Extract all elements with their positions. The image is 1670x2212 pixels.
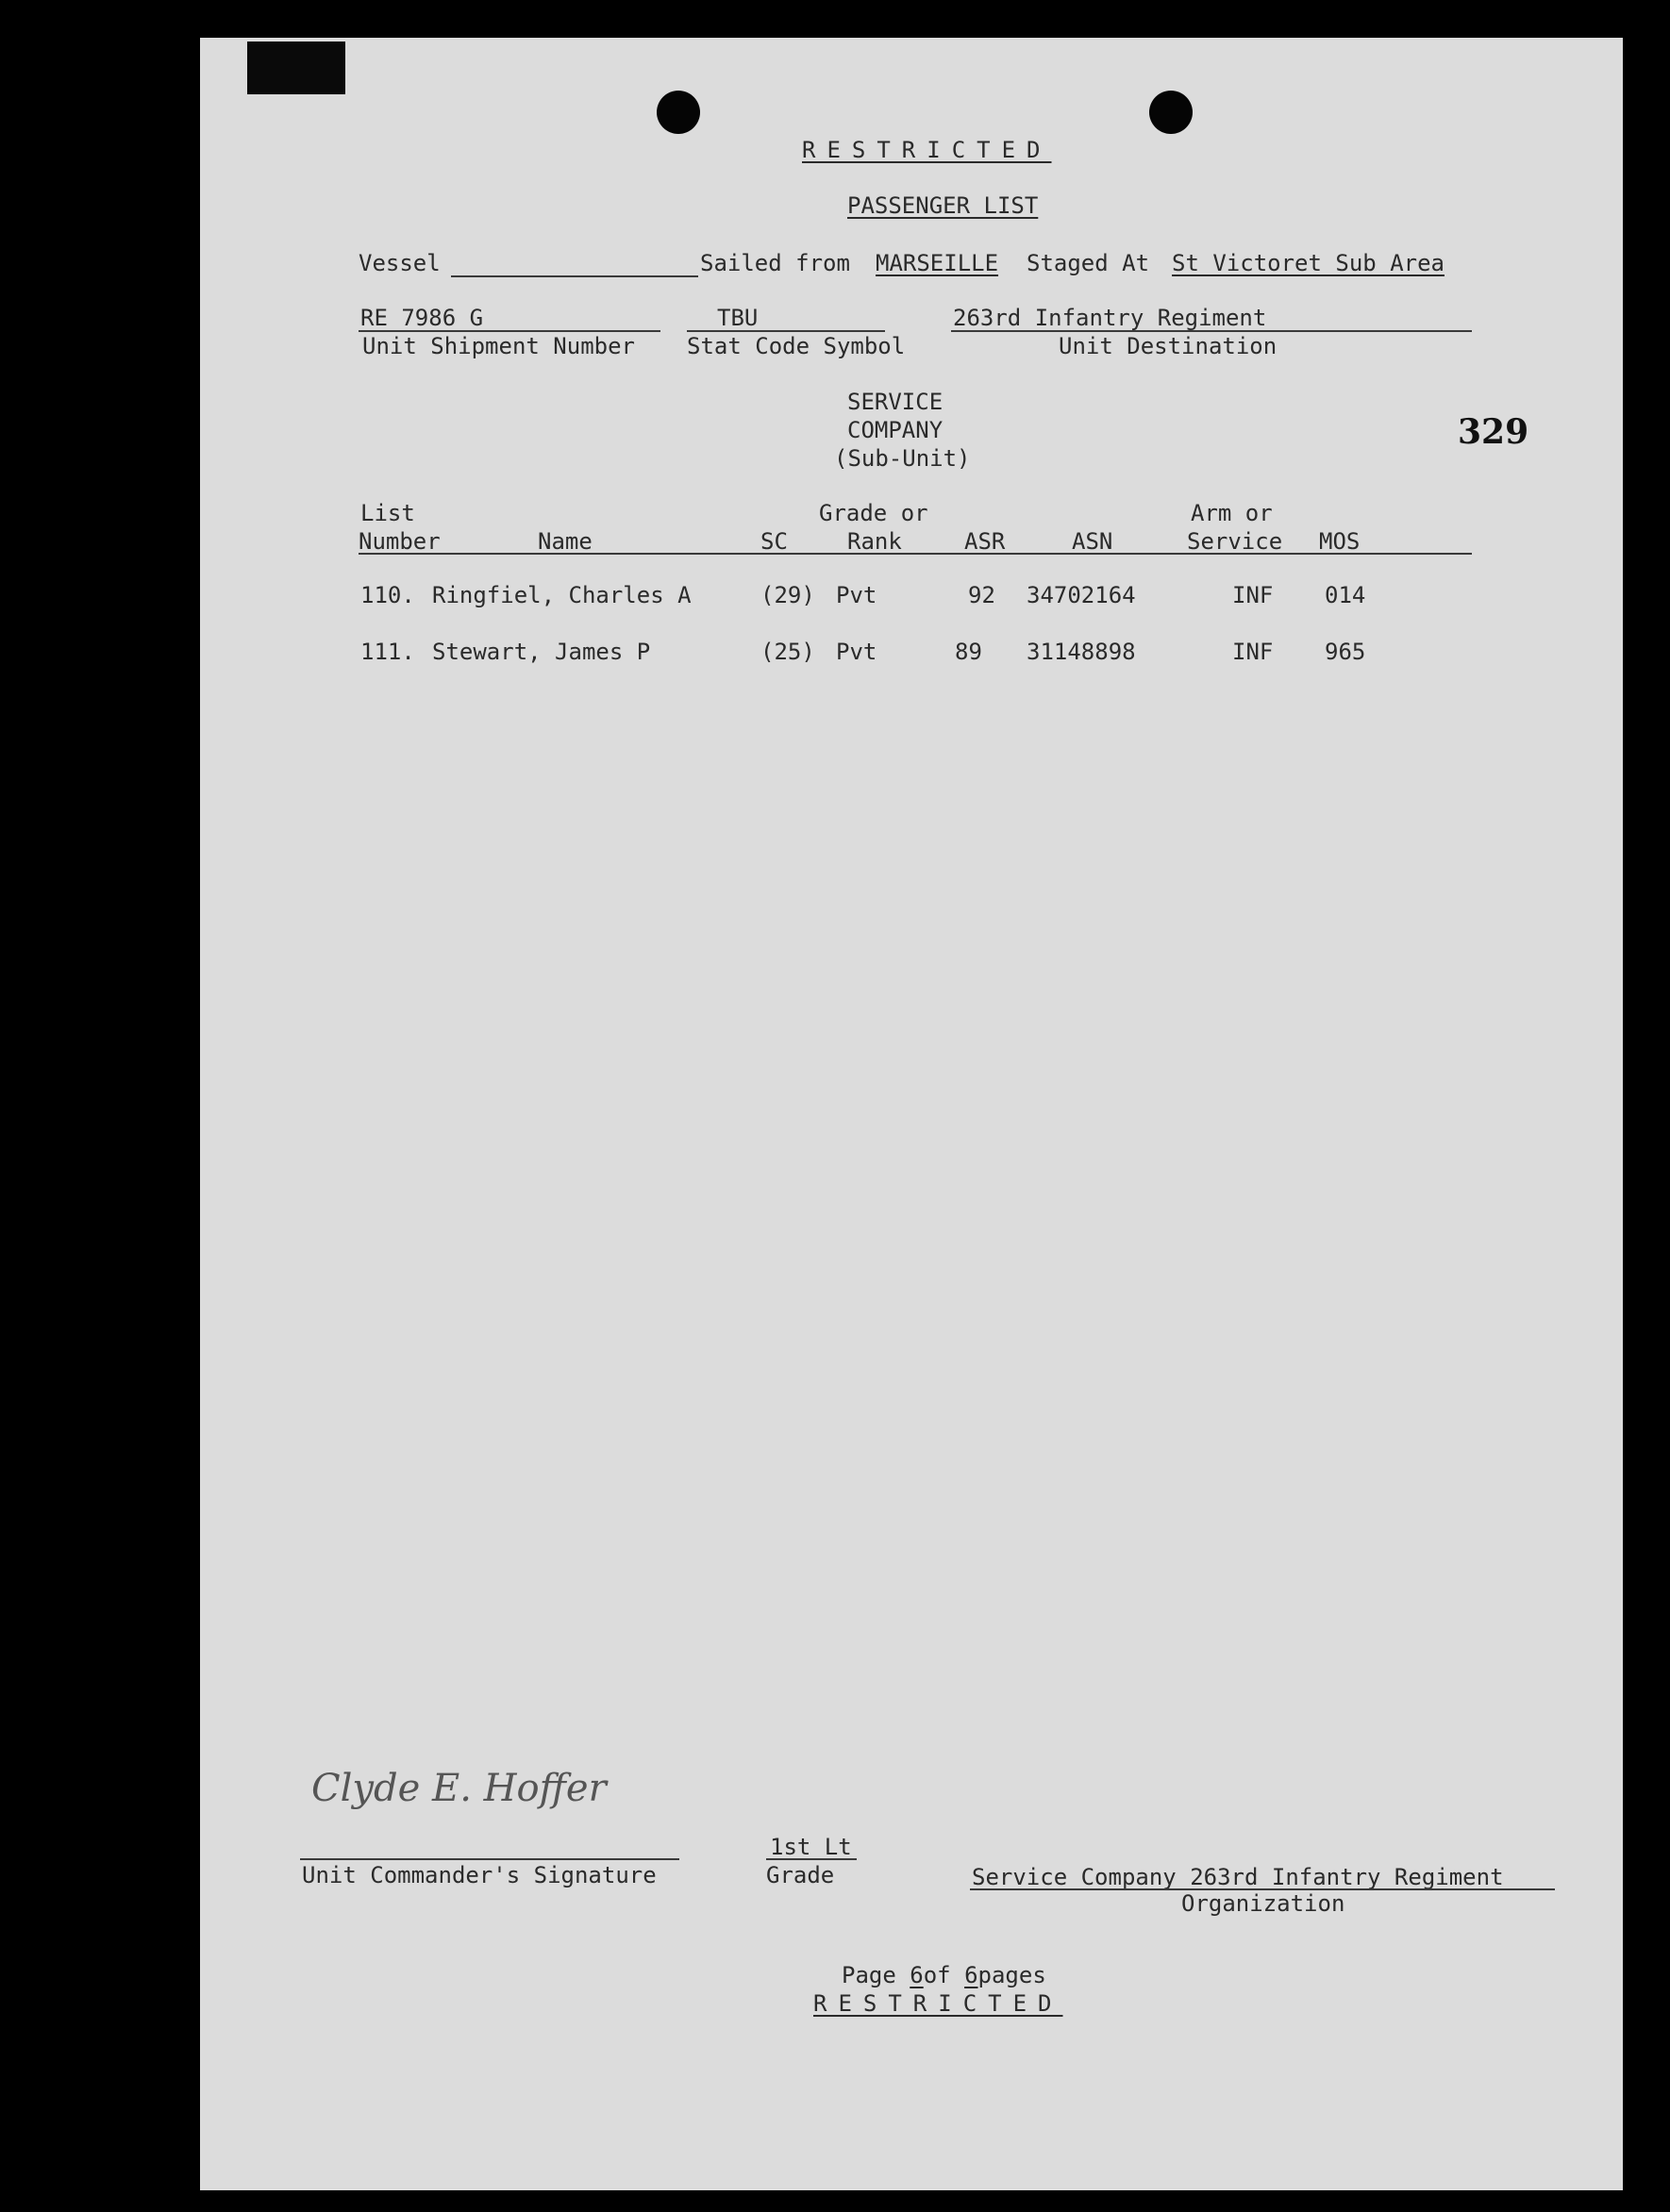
row-list-number: 110.	[360, 582, 415, 608]
page-stamp-number: 329	[1458, 412, 1529, 452]
shipment-line	[359, 330, 660, 332]
signature-label: Unit Commander's Signature	[302, 1862, 657, 1888]
col-sc-label: SC	[760, 528, 788, 555]
sailed-from: MARSEILLE	[876, 250, 999, 276]
grade-line	[766, 1858, 857, 1860]
unit-destination: 263rd Infantry Regiment	[953, 305, 1267, 331]
row-list-number: 111.	[360, 639, 415, 665]
destination-label: Unit Destination	[1059, 333, 1278, 359]
col-name-label: Name	[538, 528, 593, 555]
row-mos: 965	[1325, 639, 1366, 665]
row-asr: 92	[968, 582, 995, 608]
destination-line	[951, 330, 1472, 332]
row-arm: INF	[1232, 582, 1274, 608]
col-arm-label-1: Arm or	[1191, 500, 1273, 526]
shipment-label: Unit Shipment Number	[362, 333, 635, 359]
sub-unit-label: (Sub-Unit)	[834, 445, 971, 472]
page-indicator	[842, 1962, 1046, 1988]
organization-label: Organization	[1181, 1890, 1345, 1917]
row-asr: 89	[955, 639, 982, 665]
restricted-header: RESTRICTED	[802, 137, 1052, 163]
vessel-label: Vessel	[359, 250, 441, 276]
row-mos: 014	[1325, 582, 1366, 608]
sub-unit-line2: COMPANY	[847, 417, 944, 443]
page-number: 6	[910, 1962, 924, 1988]
punch-hole-right	[1149, 91, 1193, 134]
stat-code: TBU	[717, 305, 759, 331]
staged-label: Staged At	[1027, 250, 1150, 276]
vessel-line	[451, 275, 698, 277]
of-word: of	[923, 1962, 951, 1988]
col-asn-label: ASN	[1072, 528, 1113, 555]
row-sc: (29)	[760, 582, 815, 608]
staged-at: St Victoret Sub Area	[1172, 250, 1445, 276]
sailed-label: Sailed from	[700, 250, 850, 276]
punch-hole-left	[657, 91, 700, 134]
commander-signature: Clyde E. Hoffer	[311, 1767, 607, 1810]
document-title: PASSENGER LIST	[847, 192, 1039, 219]
row-asn: 31148898	[1027, 639, 1136, 665]
stat-code-line	[687, 330, 885, 332]
commander-grade: 1st Lt	[770, 1834, 852, 1860]
binder-tab	[247, 42, 345, 94]
row-grade: Pvt	[836, 582, 877, 608]
col-arm-label-2: Service	[1187, 528, 1283, 555]
row-sc: (25)	[760, 639, 815, 665]
table-header-rule	[359, 553, 1472, 555]
row-asn: 34702164	[1027, 582, 1136, 608]
col-grade-label-2: Rank	[847, 528, 902, 555]
shipment-number: RE 7986 G	[360, 305, 484, 331]
row-grade: Pvt	[836, 639, 877, 665]
pages-word: pages	[977, 1962, 1046, 1988]
col-grade-label-1: Grade or	[819, 500, 928, 526]
grade-label: Grade	[766, 1862, 835, 1888]
col-list-label: List	[360, 500, 415, 526]
stat-code-label: Stat Code Symbol	[687, 333, 906, 359]
col-number-label: Number	[359, 528, 441, 555]
row-arm: INF	[1232, 639, 1274, 665]
sub-unit-line1: SERVICE	[847, 389, 944, 415]
restricted-footer: RESTRICTED	[813, 1990, 1063, 2017]
page-total: 6	[964, 1962, 978, 1988]
organization-name: Service Company 263rd Infantry Regiment	[972, 1864, 1504, 1890]
row-name: Ringfiel, Charles A	[432, 582, 692, 608]
signature-line	[300, 1858, 679, 1860]
page-word: Page	[842, 1962, 896, 1988]
col-mos-label: MOS	[1319, 528, 1361, 555]
col-asr-label: ASR	[964, 528, 1006, 555]
row-name: Stewart, James P	[432, 639, 651, 665]
